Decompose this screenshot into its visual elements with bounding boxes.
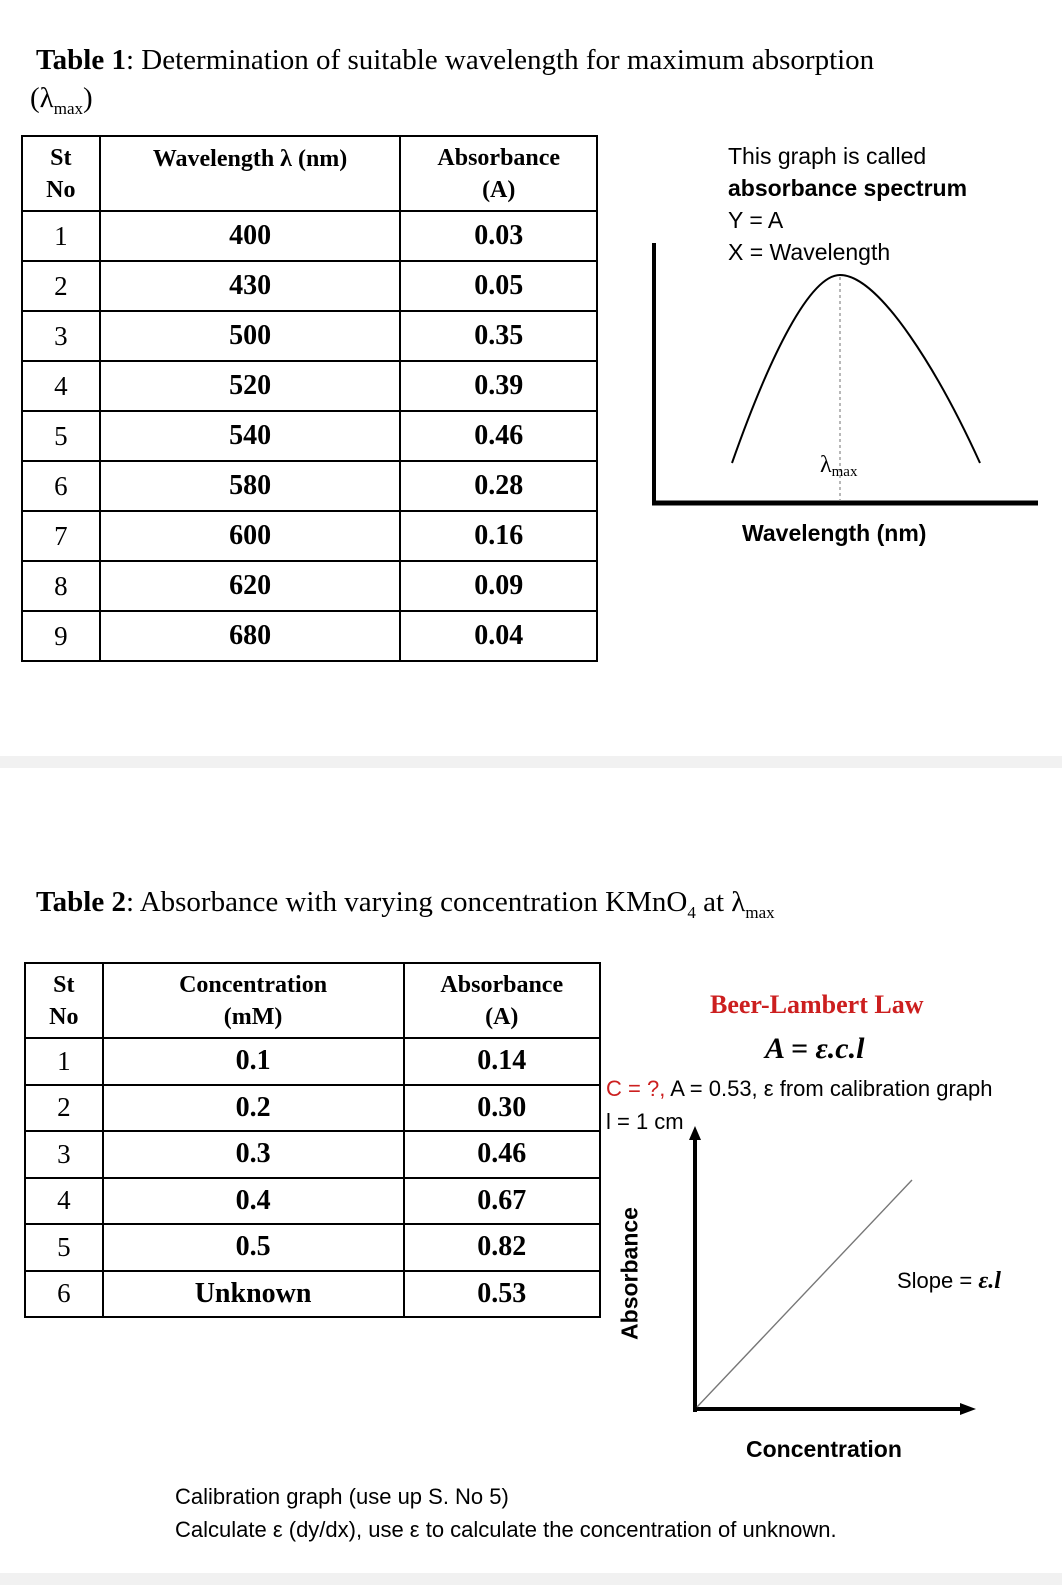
table2-cell-value-2: 0.30	[404, 1085, 600, 1132]
table2-header-absorbance: Absorbance (A)	[404, 963, 600, 1038]
table1-cell-st-no: 5	[22, 411, 100, 461]
beer-lambert-title: Beer-Lambert Law	[710, 990, 924, 1019]
table1-cell-value-1: 620	[100, 561, 401, 611]
table2-title-label: Table 2	[36, 886, 126, 918]
table2-cell-value-1: Unknown	[103, 1271, 404, 1318]
spectrum-note-line4: X = Wavelength	[728, 239, 891, 265]
table1-cell-value-1: 600	[100, 511, 401, 561]
table1-cell-st-no: 4	[22, 361, 100, 411]
table2-row	[25, 1224, 600, 1271]
section-divider	[0, 756, 1062, 768]
table2-cell-st-no: 2	[25, 1085, 103, 1132]
table1-cell-value-1: 520	[100, 361, 401, 411]
calibration-x-arrow	[960, 1403, 976, 1415]
table2-cell-value-1: 0.1	[103, 1038, 404, 1085]
instruction-line2: Calculate ε (dy/dx), use ε to calculate the concentration of unknown.	[175, 1517, 837, 1542]
table1-cell-st-no: 9	[22, 611, 100, 661]
table2-cell-value-2: 0.53	[404, 1271, 600, 1318]
table1-header-st: St No	[22, 136, 100, 211]
table1-title-text: : Determination of suitable wavelength for maximum absorption	[126, 44, 875, 76]
table1-cell-st-no: 8	[22, 561, 100, 611]
table1-cell-st-no: 3	[22, 311, 100, 361]
table2-cell-st-no: 6	[25, 1271, 103, 1318]
table1-title-label: Table 1	[36, 44, 126, 76]
table1-cell-value-1: 430	[100, 261, 401, 311]
spectrum-note-line3: Y = A	[728, 207, 784, 233]
table1-row	[22, 511, 597, 561]
calibration-line	[697, 1180, 912, 1407]
table1-header-wavelength: Wavelength λ (nm)	[100, 136, 401, 211]
table2-row	[25, 1178, 600, 1225]
table2-cell-value-1: 0.3	[103, 1131, 404, 1178]
table2-cell-st-no: 5	[25, 1224, 103, 1271]
table1-title-line2: $(\lambda_{max})$	[30, 82, 93, 118]
table1-header-absorbance: Absorbance (A)	[400, 136, 597, 211]
instructions	[175, 1480, 837, 1546]
table1-cell-value-2: 0.05	[400, 261, 597, 311]
table1-cell-value-1: 540	[100, 411, 401, 461]
table2-row	[25, 1271, 600, 1318]
table2-cell-value-2: 0.46	[404, 1131, 600, 1178]
table1-row	[22, 411, 597, 461]
table1-row	[22, 561, 597, 611]
table2-cell-value-2: 0.82	[404, 1224, 600, 1271]
table2-cell-value-2: 0.14	[404, 1038, 600, 1085]
table1-cell-value-2: 0.28	[400, 461, 597, 511]
table1-row	[22, 461, 597, 511]
table1-title	[36, 42, 936, 78]
spectrum-curve	[732, 275, 980, 463]
table1-cell-value-2: 0.03	[400, 211, 597, 261]
table2-header-row	[25, 963, 600, 1038]
table2	[24, 962, 601, 1318]
table1-row	[22, 261, 597, 311]
table2-cell-value-1: 0.5	[103, 1224, 404, 1271]
table1-cell-st-no: 2	[22, 261, 100, 311]
spectrum-note-line2: absorbance spectrum	[728, 175, 968, 201]
slope-label: Slope = ε.l	[897, 1268, 1001, 1294]
spectrum-xlabel: Wavelength (nm)	[742, 520, 927, 546]
calibration-ylabel: Absorbance	[616, 1207, 643, 1340]
table1-cell-value-2: 0.46	[400, 411, 597, 461]
table2-header-concentration: Concentration (mM)	[103, 963, 404, 1038]
calibration-xlabel: Concentration	[746, 1436, 902, 1462]
table2-cell-value-1: 0.2	[103, 1085, 404, 1132]
table2-row	[25, 1131, 600, 1178]
table1-cell-value-2: 0.35	[400, 311, 597, 361]
table1	[21, 135, 598, 662]
table1-cell-value-1: 680	[100, 611, 401, 661]
table1-cell-value-1: 400	[100, 211, 401, 261]
bottom-divider	[0, 1573, 1062, 1585]
table2-row	[25, 1085, 600, 1132]
table1-cell-value-2: 0.04	[400, 611, 597, 661]
table1-cell-st-no: 6	[22, 461, 100, 511]
table2-cell-st-no: 1	[25, 1038, 103, 1085]
table1-row	[22, 611, 597, 661]
spectrum-note-line1: This graph is called	[728, 143, 927, 169]
table1-cell-value-2: 0.09	[400, 561, 597, 611]
table1-cell-st-no: 7	[22, 511, 100, 561]
table2-cell-value-2: 0.67	[404, 1178, 600, 1225]
table1-cell-value-1: 580	[100, 461, 401, 511]
table2-cell-value-1: 0.4	[103, 1178, 404, 1225]
table2-title: Table 2: Absorbance with varying concentration KMnO$_4$ at $\lambda_{max}$	[36, 886, 775, 922]
table2-cell-st-no: 3	[25, 1131, 103, 1178]
table2-row	[25, 1038, 600, 1085]
table1-row	[22, 211, 597, 261]
table1-cell-st-no: 1	[22, 211, 100, 261]
table1-row	[22, 311, 597, 361]
instruction-line1: Calibration graph (use up S. No 5)	[175, 1484, 509, 1509]
unknown-concentration-label: C = ?,	[606, 1076, 666, 1101]
table2-cell-st-no: 4	[25, 1178, 103, 1225]
beer-lambert-given: C = ?, A = 0.53, ε from calibration graph	[606, 1076, 993, 1101]
spectrum-peak-label: λmax	[820, 452, 858, 480]
table1-row	[22, 361, 597, 411]
table1-header-row	[22, 136, 597, 211]
calibration-y-arrow	[689, 1126, 701, 1140]
path-length: l = 1 cm	[606, 1109, 684, 1134]
beer-lambert-equation: A = ε.c.l	[765, 1032, 865, 1065]
table1-cell-value-2: 0.39	[400, 361, 597, 411]
table1-cell-value-1: 500	[100, 311, 401, 361]
table1-cell-value-2: 0.16	[400, 511, 597, 561]
table2-header-st: St No	[25, 963, 103, 1038]
